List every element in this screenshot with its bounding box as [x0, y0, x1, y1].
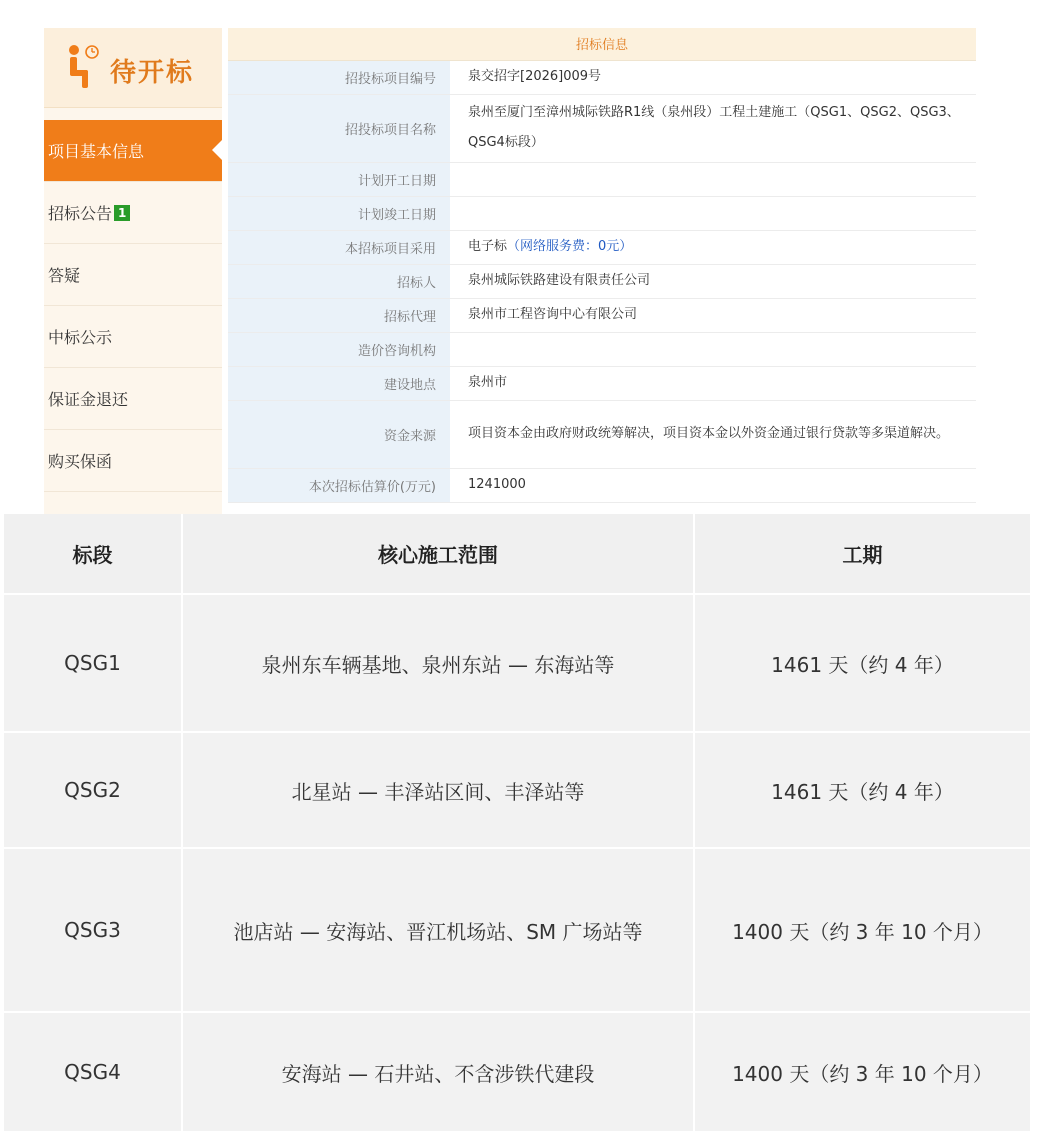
info-row-project-number [228, 60, 976, 94]
info-value: 泉州至厦门至漳州城际铁路R1线（泉州段）工程土建施工（QSG1、QSG2、QSG3、QSG4标段） [450, 94, 976, 162]
sidebar-item-label: 答疑 [48, 266, 81, 285]
sidebar-item-announcement[interactable] [44, 182, 222, 244]
count-badge: 1 [114, 205, 130, 221]
info-row-estimate [228, 468, 976, 502]
info-value [450, 196, 976, 230]
info-label: 本招标项目采用 [228, 230, 450, 264]
sidebar [44, 28, 222, 514]
lot-cell: QSG2 [4, 732, 182, 848]
table-row [4, 848, 1030, 1012]
sidebar-item-label: 购买保函 [48, 452, 113, 471]
sidebar-item-label: 保证金退还 [48, 390, 129, 409]
info-value: 1241000 [450, 468, 976, 502]
info-value [450, 332, 976, 366]
info-row-bid-method [228, 230, 976, 264]
info-row-plan-end [228, 196, 976, 230]
info-row-funding [228, 400, 976, 468]
table-row [4, 1012, 1030, 1132]
sidebar-item-award-notice[interactable] [44, 306, 222, 368]
info-value: 泉交招字[2026]009号 [450, 60, 976, 94]
scope-cell: 池店站 — 安海站、晋江机场站、SM 广场站等 [182, 848, 694, 1012]
info-row-project-name [228, 94, 976, 162]
info-title-row [228, 28, 976, 60]
status-label: 待开标 [110, 58, 195, 88]
sidebar-item-basic-info[interactable] [44, 120, 222, 182]
service-fee: （网络服务费：0元） [507, 239, 633, 254]
info-label: 招标人 [228, 264, 450, 298]
tender-info-screenshot [0, 0, 1040, 514]
period-cell: 1400 天（约 3 年 10 个月） [694, 1012, 1030, 1132]
info-label: 建设地点 [228, 366, 450, 400]
info-label: 招投标项目编号 [228, 60, 450, 94]
info-label: 造价咨询机构 [228, 332, 450, 366]
sidebar-item-buy-guarantee[interactable] [44, 430, 222, 492]
scope-cell: 泉州东车辆基地、泉州东站 — 东海站等 [182, 594, 694, 732]
lots-section [0, 514, 1040, 1136]
info-row-agent [228, 298, 976, 332]
info-value [450, 230, 976, 264]
info-label: 本次招标估算价(万元) [228, 468, 450, 502]
seated-person-icon [64, 42, 100, 92]
table-row [4, 732, 1030, 848]
info-label: 计划开工日期 [228, 162, 450, 196]
header-scope: 核心施工范围 [182, 514, 694, 594]
period-cell: 1461 天（约 4 年） [694, 732, 1030, 848]
info-value: 项目资本金由政府财政统筹解决，项目资本金以外资金通过银行贷款等多渠道解决。 [450, 400, 976, 468]
active-indicator [212, 140, 222, 160]
header-lot: 标段 [4, 514, 182, 594]
status-box [44, 28, 222, 108]
info-value: 泉州市 [450, 366, 976, 400]
info-row-plan-start [228, 162, 976, 196]
info-value: 泉州城际铁路建设有限责任公司 [450, 264, 976, 298]
tender-info-table [228, 28, 976, 503]
info-row-cost-consultant [228, 332, 976, 366]
sidebar-item-qa[interactable] [44, 244, 222, 306]
lot-cell: QSG4 [4, 1012, 182, 1132]
info-row-location [228, 366, 976, 400]
info-label: 招标代理 [228, 298, 450, 332]
period-cell: 1400 天（约 3 年 10 个月） [694, 848, 1030, 1012]
sidebar-item-label: 中标公示 [48, 328, 113, 347]
lots-table [4, 514, 1030, 1133]
sidebar-item-label: 招标公告 [48, 204, 113, 223]
header-period: 工期 [694, 514, 1030, 594]
info-value [450, 162, 976, 196]
info-value: 泉州市工程咨询中心有限公司 [450, 298, 976, 332]
info-label: 计划竣工日期 [228, 196, 450, 230]
sidebar-item-label: 项目基本信息 [48, 142, 145, 161]
info-row-tenderer [228, 264, 976, 298]
info-label: 招投标项目名称 [228, 94, 450, 162]
period-cell: 1461 天（约 4 年） [694, 594, 1030, 732]
sidebar-item-deposit-refund[interactable] [44, 368, 222, 430]
info-label: 资金来源 [228, 400, 450, 468]
scope-cell: 安海站 — 石井站、不含涉铁代建段 [182, 1012, 694, 1132]
info-title: 招标信息 [228, 28, 976, 60]
lot-cell: QSG1 [4, 594, 182, 732]
lots-header-row [4, 514, 1030, 594]
scope-cell: 北星站 — 丰泽站区间、丰泽站等 [182, 732, 694, 848]
bid-method: 电子标 [468, 239, 508, 254]
table-row [4, 594, 1030, 732]
lot-cell: QSG3 [4, 848, 182, 1012]
